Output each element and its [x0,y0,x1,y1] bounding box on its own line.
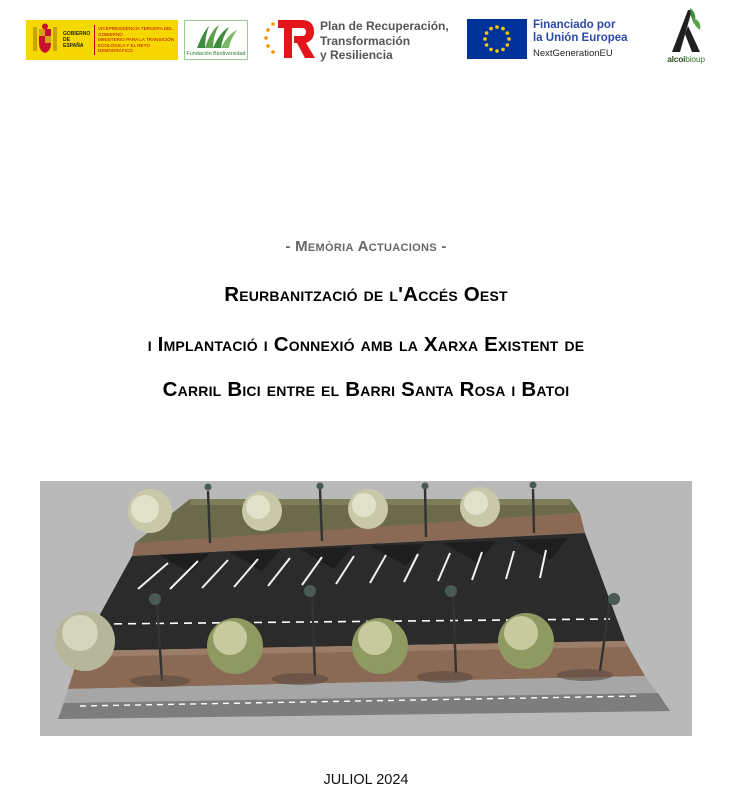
document-date: JULIOL 2024 [323,772,409,788]
alcoi-emblem-icon [668,6,704,54]
ministerio-text: MINISTERIO PARA LA TRANSICIÓN ECOLÓGICA Y EL RETO DEMOGRÁFICO [98,37,175,54]
eu-star-icon [495,49,499,53]
alcoi-label [660,54,712,64]
ministerio-label [98,26,178,54]
fundacion-biodiversidad-logo [184,20,248,60]
eu-star-icon [501,27,505,31]
project-rendering-image [40,481,692,736]
gobierno-label: GOBIERNO DE ESPAÑA [63,31,91,49]
next-generation-text: NextGenerationEU [533,48,613,59]
eu-flag-icon [467,19,527,59]
eu-line-1: Financiado por [533,19,616,31]
coat-of-arms-icon [30,23,60,57]
document-subtitle: - Memòria Actuacions - [285,238,447,255]
eu-star-icon [495,25,499,29]
eu-star-icon [501,48,505,52]
eu-funded-text [533,19,628,45]
plan-recuperacion-logo [262,16,462,64]
alcoi-text: alcoi [667,54,686,64]
eu-star-icon [506,43,510,47]
gobierno-espana-logo [26,20,178,60]
eu-funding-logo [467,19,667,61]
eu-star-icon [506,31,510,35]
plan-line-3: y Resiliencia [320,48,393,62]
eu-star-icon [485,31,489,35]
plan-line-1: Plan de Recuperación, [320,19,449,33]
eu-star-icon [489,27,493,31]
fundacion-label: Fundación Biodiversidad [186,51,246,57]
vicepresidencia-text: VICEPRESIDENCIA TERCERA DEL GOBIERNO [98,26,173,37]
eu-star-icon [485,43,489,47]
eu-star-icon [483,37,487,41]
prtr-emblem-icon [262,16,318,64]
alcoi-bioup-logo [660,6,712,66]
divider [94,25,95,55]
title-line-3: Carril Bici entre el Barri Santa Rosa i Batoi [162,378,570,401]
eu-star-icon [507,37,511,41]
parking-rendering [40,481,692,736]
bioup-text: bioup [685,54,705,64]
plan-line-2: Transformación [320,33,411,48]
eu-line-2: la Unión Europea [533,32,628,44]
header-logos [0,0,732,70]
plan-recuperacion-text [320,19,449,63]
eu-star-icon [489,48,493,52]
title-line-2: i Implantació i Connexió amb la Xarxa Existent de [147,333,585,356]
grass-icon [195,24,239,48]
title-line-1: Reurbanització de l'Accés Oest [224,283,508,306]
